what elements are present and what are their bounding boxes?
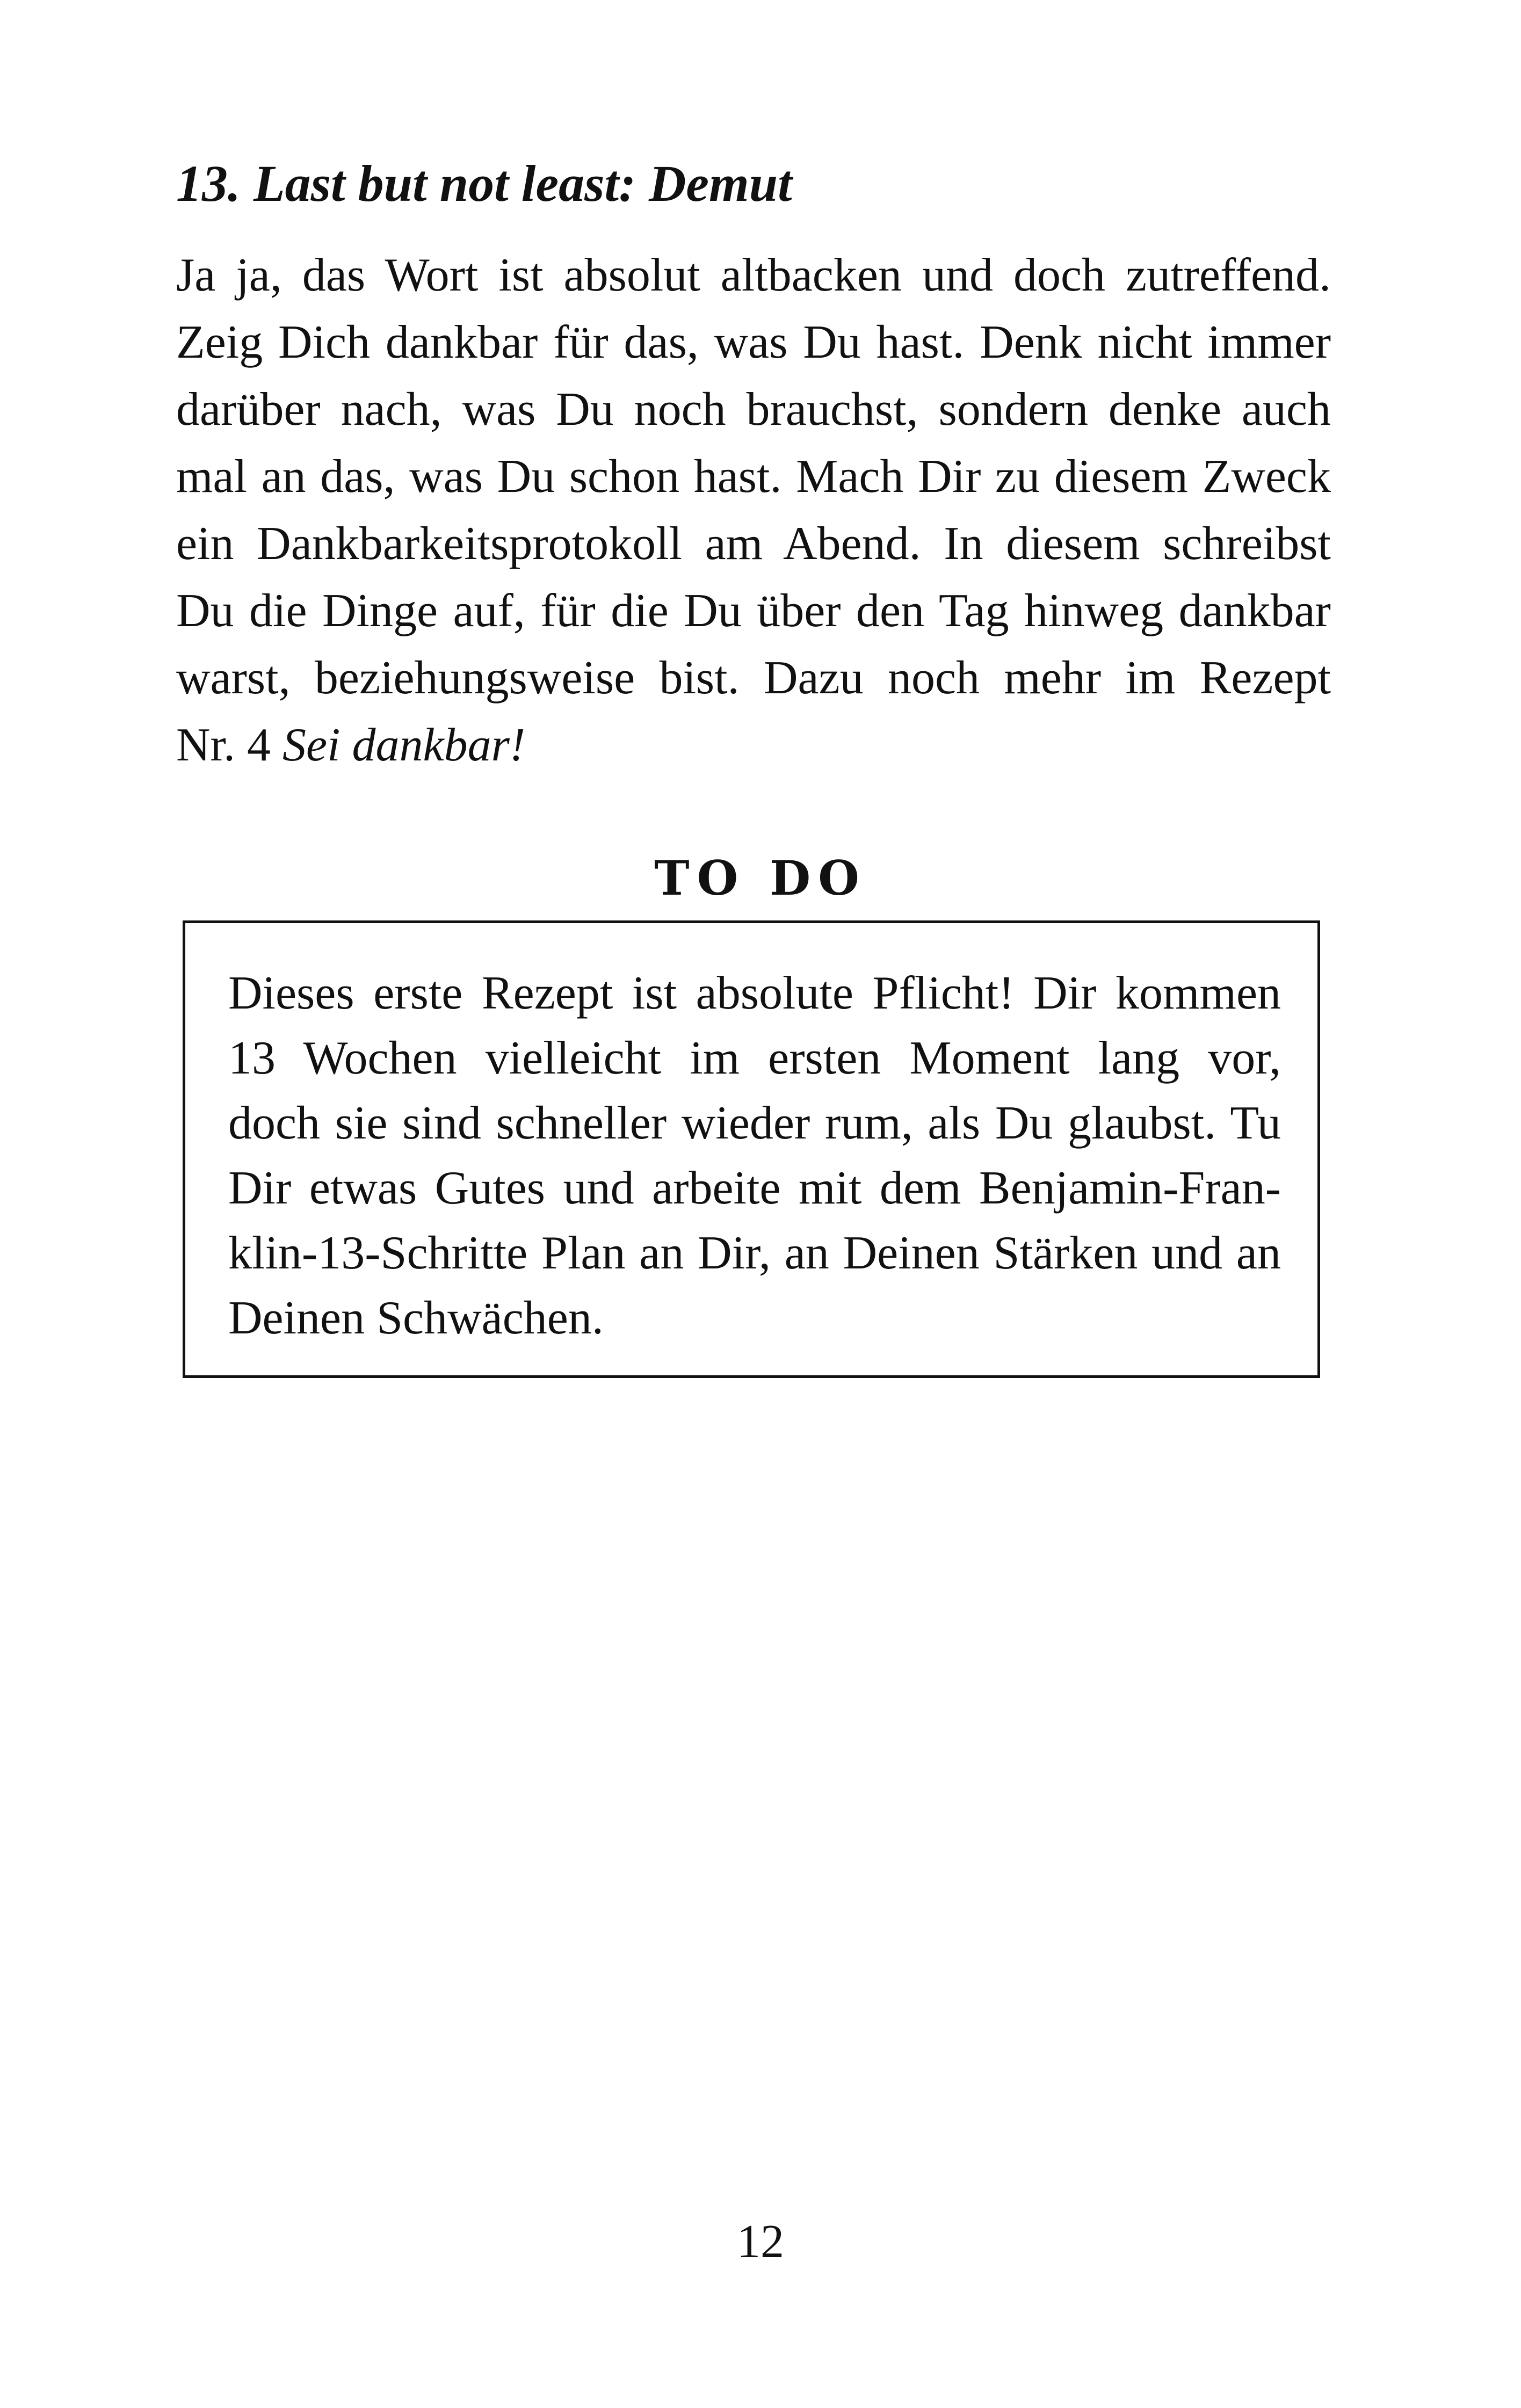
section-heading: 13. Last but not least: Demut (176, 155, 792, 212)
paragraph-line: mal an das, was Du schon hast. Mach Dir zu diesem Zweck (176, 451, 1331, 503)
todo-box (183, 920, 1320, 1378)
page-number: 12 (737, 2216, 784, 2268)
todo-line: doch sie sind schneller wieder rum, als Du glaubst. Tu (228, 1097, 1281, 1149)
paragraph-line: ein Dankbarkeitsprotokoll am Abend. In diesem schreibst (176, 518, 1331, 570)
todo-line: Dir etwas Gutes und arbeite mit dem Benjamin-Fran- (228, 1162, 1281, 1214)
recipe-reference-title: Sei dankbar! (283, 719, 526, 771)
todo-line: klin-13-Schritte Plan an Dir, an Deinen Stärken und an (228, 1227, 1281, 1279)
todo-line: 13 Wochen vielleicht im ersten Moment lang vor, (228, 1032, 1281, 1084)
todo-box-text (228, 961, 1281, 1351)
todo-title: TO DO (654, 850, 867, 906)
paragraph-line: Zeig Dich dankbar für das, was Du hast. Denk nicht immer (176, 316, 1331, 368)
paragraph-last-line (176, 712, 1331, 779)
paragraph-line: Du die Dinge auf, für die Du über den Tag hinweg dankbar (176, 585, 1331, 637)
recipe-reference-prefix: Nr. 4 (176, 719, 283, 771)
paragraph-line: Ja ja, das Wort ist absolut altbacken und doch zutreffend. (176, 249, 1331, 301)
todo-line: Deinen Schwächen. (228, 1292, 604, 1344)
todo-line: Dieses erste Rezept ist absolute Pflicht! Dir kommen (228, 967, 1281, 1019)
paragraph-line: warst, beziehungsweise bist. Dazu noch mehr im Rezept (176, 652, 1331, 704)
paragraph-line: darüber nach, was Du noch brauchst, sondern denke auch (176, 383, 1331, 436)
section-paragraph (176, 242, 1331, 779)
